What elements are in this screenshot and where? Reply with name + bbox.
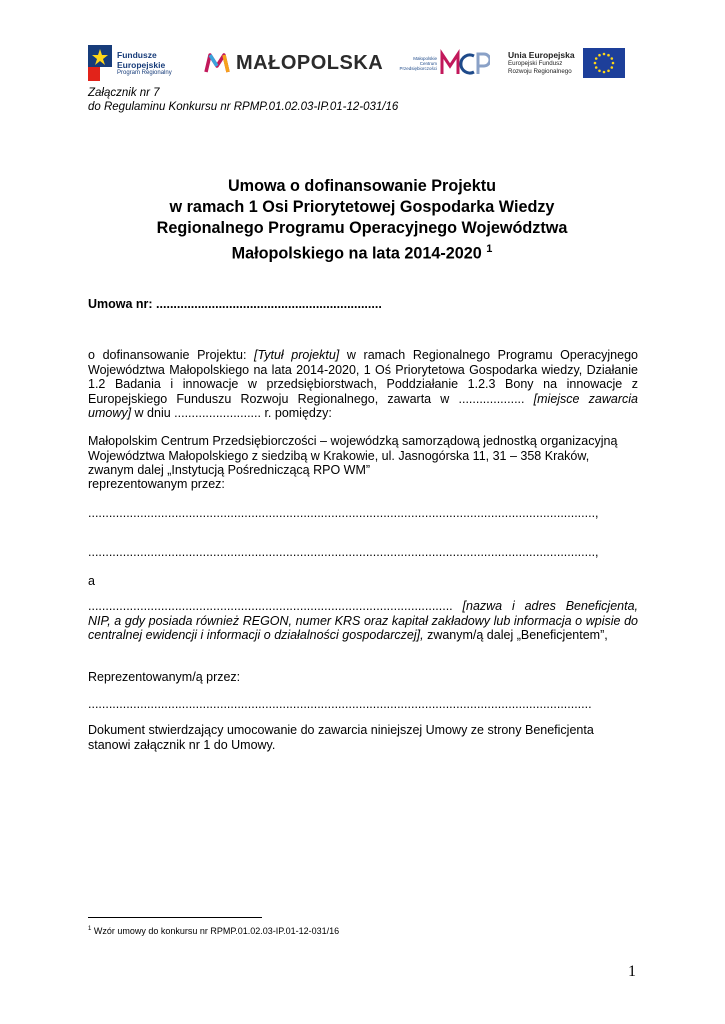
title-footnote-ref: 1 — [486, 243, 493, 255]
malopolska-logo — [204, 44, 383, 82]
represented-by-2-label: Reprezentowanym/ą przez: — [88, 670, 241, 684]
page-number: 1 — [628, 963, 636, 980]
malopolska-m-icon — [204, 52, 230, 74]
eu-logo — [508, 44, 625, 82]
intro-project-title-placeholder: [Tytuł projektu] — [254, 348, 340, 362]
annex-line1: Załącznik nr 7 — [88, 87, 160, 99]
beneficiary-text: zwanym/ą dalej „Beneficjentem”, — [423, 628, 608, 642]
mcp-small-text: Małopolskie Centrum Przedsiębiorczości — [399, 55, 437, 71]
mcp-logo — [397, 44, 490, 82]
annex-line2: do Regulaminu Konkursu nr RPMP.01.02.03-IP.01-12-031/16 — [88, 101, 399, 113]
fe-star-icon — [88, 45, 112, 81]
document-note: Dokument stwierdzający umocowanie do zawarcia niniejszej Umowy ze strony Beneficjenta stanowi załącznik nr 1 do Umowy. — [88, 723, 594, 752]
signature-dots-1: .................................................................................................................................................., — [88, 506, 599, 520]
fe-line1: Fundusze — [117, 50, 157, 60]
fe-line3: Program Regionalny — [117, 70, 172, 76]
footnote — [88, 926, 339, 936]
document-title — [88, 176, 636, 264]
ue-line3: Rozwoju Regionalnego — [508, 68, 572, 75]
intro-text-1: o dofinansowanie Projektu: — [88, 348, 255, 362]
institution-paragraph: Małopolskim Centrum Przedsiębiorczości – wojewódzką samorządową jednostką organizacyjną Województwa Małopolskiego z siedzibą w Krakowie, ul. Jasnogórska 11, 31 – 358 Kraków, zwanym dalej „Instytucją Pośredniczącą RPO WM” — [88, 434, 618, 477]
title-line3: Regionalnego Programu Operacyjnego Województwa — [156, 219, 568, 237]
title-line4-wrap — [88, 239, 636, 264]
intro-text-2: w ramach Regionalnego Programu Operacyjnego Województwa Małopolskiego na lata 2014-2020, 1 Oś Priorytetowa Gospodarka wiedzy, Działanie 1.2 Badania i innowacje w przedsiębiorstwach, Poddziałanie 1.2.3 Bony na innowacje z Europejskiego Funduszu Rozwoju Regionalnego, zawarta w ................... — [88, 348, 638, 406]
intro-text-3: w dniu ......................... r. pomiędzy: — [131, 406, 332, 420]
signature-dots-2: .................................................................................................................................................., — [88, 545, 599, 559]
malopolska-text: MAŁOPOLSKA — [236, 51, 384, 74]
fe-line2: Europejskie — [117, 60, 166, 70]
and-conjunction: a — [88, 574, 95, 588]
intro-place-placeholder: [miejsce zawarcia umowy] — [88, 391, 638, 420]
footnote-number: 1 — [88, 926, 92, 932]
beneficiary-placeholder: [nazwa i adres Beneficjenta, NIP, a gdy posiada również REGON, numer KRS oraz kapitał zakładowy lub informacja o wpisie do centralnej ewidencji i informacji o działalności gospodarczej], — [88, 599, 638, 642]
beneficiary-dots: ......................................................................................................... — [88, 599, 463, 613]
footnote-rule — [88, 917, 262, 918]
fundusze-europejskie-logo — [88, 44, 172, 82]
beneficiary-paragraph — [88, 599, 638, 643]
eu-flag-icon — [583, 48, 625, 78]
represented-by-label: reprezentowanym przez: — [88, 477, 225, 491]
footnote-text: Wzór umowy do konkursu nr RPMP.01.02.03-IP.01-12-031/16 — [91, 926, 340, 936]
ue-line2: Europejski Fundusz — [508, 60, 563, 67]
title-line4: Małopolskiego na lata 2014-2020 — [231, 244, 482, 263]
intro-paragraph — [88, 348, 638, 421]
title-line1: Umowa o dofinansowanie Projektu — [227, 177, 497, 195]
mcp-mark-icon — [440, 48, 490, 78]
ue-line1: Unia Europejska — [508, 50, 575, 60]
title-line2: w ramach 1 Osi Priorytetowej Gospodarka Wiedzy — [169, 198, 555, 216]
contract-number: Umowa nr: ................................................................. — [88, 297, 382, 311]
signature-dots-3: ................................................................................................................................................. — [88, 697, 592, 711]
